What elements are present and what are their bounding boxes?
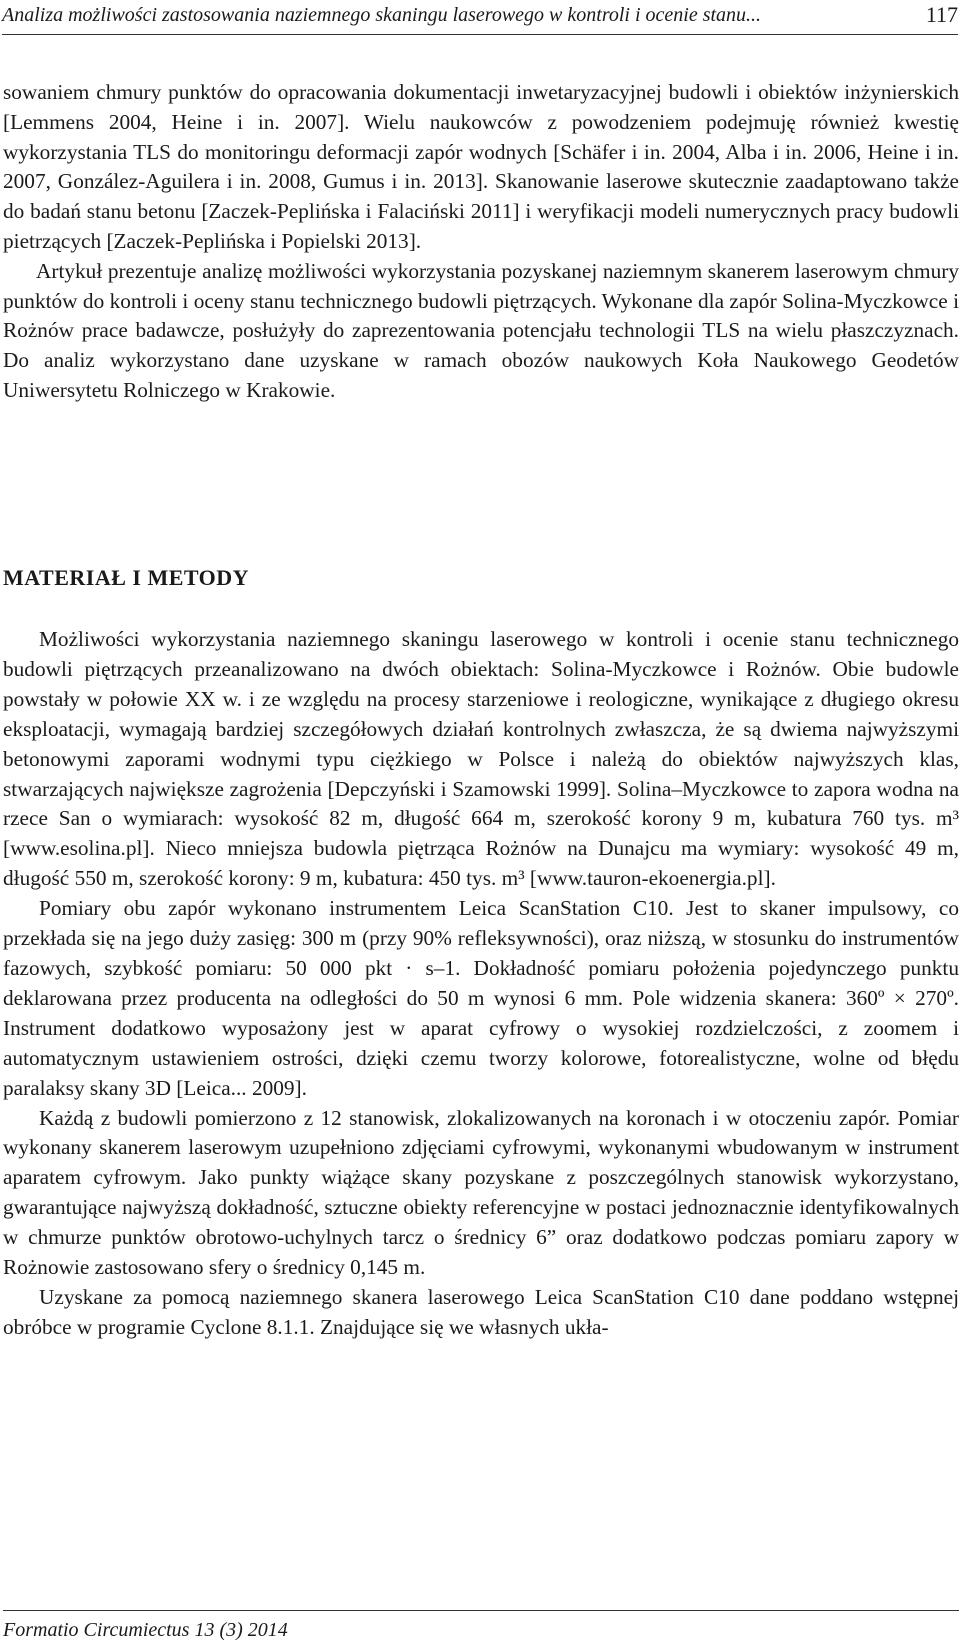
intro-paragraph-2: Artykuł prezentuje analizę możliwości wykorzystania pozyskanej naziemnym skanerem laserowym chmury punktów do kontroli i oceny stanu technicznego budowli piętrzących. Wykonane dla zapór Solina-Myczkowce i Rożnów prace badawcze, posłużyły do zaprezentowania potencjału technologii TLS na wielu płaszczyznach. Do analiz wykorzystano dane uzyskane w ramach obozów naukowych Koła Naukowego Geodetów Uniwersytetu Rolniczego w Krakowie.: [3, 258, 959, 402]
intro-paragraph-1: sowaniem chmury punktów do opracowania dokumentacji inwetaryzacyjnej budowli i obiektów inżynierskich [Lemmens 2004, Heine i in. 2007]. Wielu naukowców z powodzeniem podejmuję również kwestię wykorzystania TLS do monitoringu deformacji zapór wodnych [Schäfer i in. 2004, Alba i in. 2006, Heine i in. 2007, González-Aguilera i in. 2008, Gumus i in. 2013]. Skanowanie laserowe skutecznie zaadaptowano także do badań stanu betonu [Zaczek-Peplińska i Falaciński 2011] i weryfikacji modeli numerycznych pracy budowli pietrzących [Zaczek-Peplińska i Popielski 2013].: [3, 80, 959, 253]
page-number: 117: [925, 2, 958, 27]
running-header: [2, 2, 958, 35]
section-paragraph-3: Każdą z budowli pomierzono z 12 stanowisk, zlokalizowanych na koronach i w otoczeniu zapór. Pomiar wykonany skanerem laserowym uzupełniono zdjęciami cyfrowymi, wykonanymi wbudowanym w instrument aparatem cyfrowym. Jako punkty wiążące skany pozyskane z poszczególnych stanowisk wykorzystano, gwarantujące najwyższą dokładność, sztuczne obiekty referencyjne w postaci jednoznacznie identyfikowalnych w chmurze punktów obrotowo-uchylnych tarcz o średnicy 6” oraz dodatkowo podczas pomiaru zapory w Rożnowie zastosowano sfery o średnicy 0,145 m.: [3, 1105, 959, 1280]
section-paragraph-2: Pomiary obu zapór wykonano instrumentem Leica ScanStation C10. Jest to skaner impulsowy, co przekłada się na jego duży zasięg: 300 m (przy 90% refleksywności), oraz niższą, w stosunku do instrumentów fazowych, szybkość pomiaru: 50 000 pkt · s–1. Dokładność pomiaru położenia pojedynczego punktu deklarowana przez producenta na odległości do 50 m wynosi 6 mm. Pole widzenia skanera: 360º × 270º. Instrument dodatkowo wyposażony jest w aparat cyfrowy o wysokiej rozdzielczości, z zoomem i automatycznym ustawieniem ostrości, dzięki czemu tworzy kolorowe, fotorealistyczne, wolne od błędu paralaksy skany 3D [Leica... 2009].: [3, 896, 959, 1100]
journal-citation: Formatio Circumiectus 13 (3) 2014: [3, 1619, 288, 1641]
intro-text: [3, 78, 959, 406]
section-paragraph-4: Uzyskane za pomocą naziemnego skanera laserowego Leica ScanStation C10 dane poddano wstępnej obróbce w programie Cyclone 8.1.1. Znajdujące się we własnych ukła-: [3, 1284, 959, 1339]
running-header-title: Analiza możliwości zastosowania naziemnego skaningu laserowego w kontroli i ocenie stanu...: [2, 4, 762, 26]
section-heading: MATERIAŁ I METODY: [3, 565, 250, 590]
page-footer: [3, 1610, 959, 1642]
section-paragraph-1: Możliwości wykorzystania naziemnego skaningu laserowego w kontroli i ocenie stanu technicznego budowli piętrzących przeanalizowano na dwóch obiektach: Solina-Myczkowce i Rożnów. Obie budowle powstały w połowie XX w. i ze względu na procesy starzeniowe i reologiczne, wynikające z długiego okresu eksploatacji, wymagają bardziej szczegółowych działań kontrolnych zwłaszcza, że są dwiema najwyższymi betonowymi zaporami wodnymi typu ciężkiego w Polsce i należą do obiektów najwyższych klas, stwarzających największe zagrożenia [Depczyński i Szamowski 1999]. Solina–Myczkowce to zapora wodna na rzece San o wymiarach: wysokość 82 m, długość 664 m, szerokość korony 9 m, kubatura 760 tys. m³ [www.esolina.pl]. Nieco mniejsza budowla piętrząca Rożnów na Dunajcu ma wymiary: wysokość 49 m, długość 550 m, szerokość korony: 9 m, kubatura: 450 tys. m³ [www.tauron-ekoenergia.pl].: [3, 627, 959, 891]
section-text: [3, 625, 959, 1343]
